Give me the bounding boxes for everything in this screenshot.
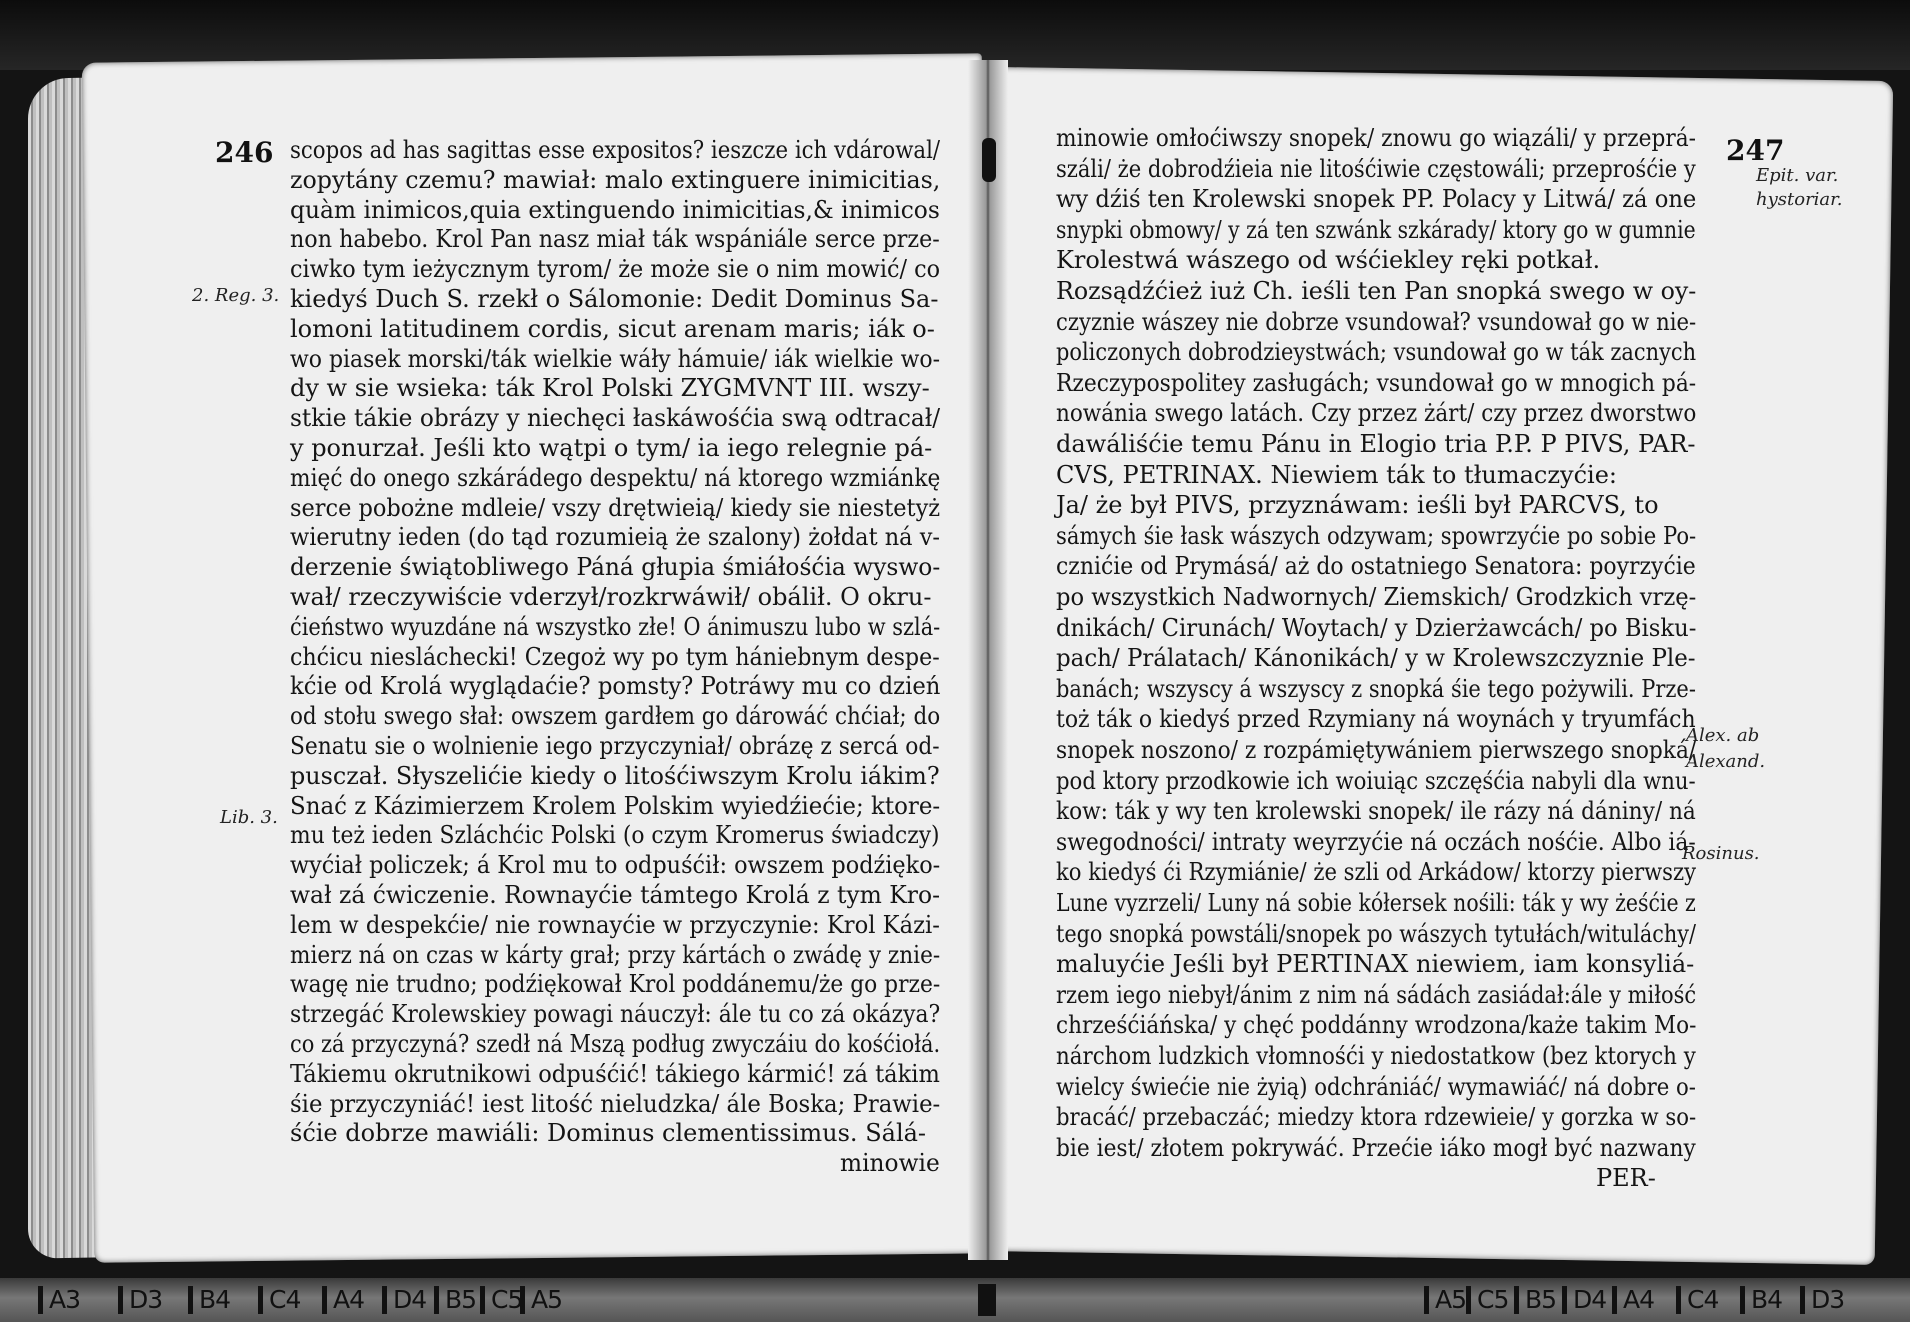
text-line: chćicu niesláchecki! Czegoż wy po tym hániebnym despe- (290, 642, 940, 671)
text-line: stkie tákie obrázy y niechęci łaskáwośćia swą odtracał/ (290, 404, 941, 433)
text-line: mierz ná on czas w kárty grał; przy kártách o zwádę y znie- (290, 940, 941, 969)
text-line: lem w despekćie/ nie rownayćie w przyczynie: Krol Kázi- (290, 910, 940, 939)
strip-label: A4 (1612, 1286, 1654, 1314)
text-line: Rozsądźćież iuż Ch. ieśli ten Pan snopká swego w oy- (1056, 277, 1697, 305)
text-line: non habebo. Krol Pan nasz miał ták wspániále serce prze- (290, 225, 940, 254)
text-line: quàm inimicos,quia extinguendo inimicitias,& inimicos (290, 195, 940, 224)
text-line: minowie omłoćiwszy snopek/ znowu go wiązáli/ y przeprá- (1056, 124, 1696, 152)
strip-label: B5 (1514, 1286, 1556, 1314)
text-line: derzenie świątobliwego Páná głupia śmiáłośćia wyswo- (290, 553, 941, 582)
strip-label: A3 (38, 1286, 80, 1314)
margin-note: hystoriar. (1756, 189, 1843, 210)
text-line: od stołu swego słał: owszem gardłem go dárowáć chćiał; do (290, 702, 941, 731)
text-line: chrześćiáńska/ y chęć poddánny wrodzona/każe takim Mo- (1056, 1011, 1697, 1040)
text-line: śćie dobrze mawiáli: Dominus clementissimus. Sálá- (290, 1119, 927, 1148)
strip-label: D3 (1800, 1286, 1844, 1314)
text-line: száli/ że dobrodźieia nie litośćiwie częstowáli; przeprośćie y (1056, 154, 1696, 183)
strip-label: C4 (1676, 1286, 1718, 1314)
text-line: bracáć/ przebaczáć; miedzy ktora rdzewieie/ y gorzka w so- (1056, 1103, 1697, 1132)
text-line: maluyćie Jeśli był PERTINAX niewiem, iam konsyliá- (1056, 950, 1695, 979)
text-line: wyćiał policzek; á Krol mu to odpuśćił: owszem podźięko- (290, 851, 941, 880)
strip-label: B4 (1740, 1286, 1782, 1314)
strip-label: A4 (322, 1286, 364, 1314)
text-line: nowánia swego latách. Czy przez żárt/ czy przez dworstwo (1056, 399, 1697, 428)
text-line: swegodności/ intraty weyrzyćie ná oczách nośćie. Albo iá- (1056, 827, 1696, 856)
text-line: wielcy świećie nie żyią) odchrániáć/ wymawiáć/ ná dobre o- (1056, 1072, 1696, 1101)
margin-note: Alexand. (1686, 751, 1766, 772)
strip-label: B4 (188, 1286, 230, 1314)
text-line: tego snopká powstáli/snopek po wászych tytułách/wituláchy/ (1056, 919, 1696, 948)
text-line: policzonych dobrodzieystwách; vsundował go w ták zacnych (1056, 338, 1697, 367)
text-line: lomoni latitudinem cordis, sicut arenam maris; iák o- (290, 314, 935, 343)
text-line: mięć do onego szkárádego despektu/ ná ktorego wzmiánkę (290, 463, 941, 492)
text-line: Rzeczypospolitey zasługách; vsundował go w mnogich pá- (1056, 368, 1697, 397)
text-line: ko kiedyś ći Rzymiánie/ że szli od Arkádow/ ktorzy pierwszy (1056, 858, 1697, 887)
text-line: śie przyczyniáć! iest litość nieludzka/ ále Boska; Prawie- (290, 1089, 941, 1118)
strip-label: D3 (118, 1286, 162, 1314)
text-line: kćie od Krolá wyglądaćie? pomsty? Potráwy mu co dzień (290, 672, 941, 701)
strip-label: D4 (1562, 1286, 1606, 1314)
text-line: strzegáć Krolewskiey powagi náuczył: ále tu co zá okázya? (290, 1000, 941, 1029)
text-line: PER- (1596, 1164, 1656, 1193)
strip-label: A5 (520, 1286, 562, 1314)
text-line: toż ták o kiedyś przed Rzymiany ná woynách y tryumfách (1056, 705, 1696, 734)
text-line: cznićie od Prymásá/ aż do ostatniego Senatora: poyrzyćie (1056, 552, 1696, 581)
margin-note: Epit. var. (1756, 165, 1839, 186)
text-line: wagę nie trudno; podźiękował Krol poddánemu/że go prze- (290, 970, 941, 999)
text-line: wo piasek morski/ták wielkie wáły hámuie/ iák wielkie wo- (290, 344, 941, 373)
text-line: CVS, PETRINAX. Niewiem ták to tłumaczyćie: (1056, 460, 1617, 489)
text-line: sámych śie łask wászych odzywam; spowrzyćie po sobie Po- (1056, 521, 1697, 550)
text-line: dawáliśćie temu Pánu in Elogio tria P.P. P PIVS, PAR- (1056, 430, 1696, 458)
text-line: y ponurzał. Jeśli kto wątpi o tym/ ia iego relegnie pá- (290, 434, 933, 462)
text-line: bie iest/ złotem pokrywáć. Przećie iáko mogł być nazwany (1056, 1133, 1696, 1162)
text-line: pach/ Prálatach/ Kánonikách/ y w Krolewszczyznie Ple- (1056, 644, 1696, 673)
text-line: pod ktory przodkowie ich woiuiąc szczęśćia nabyli dla wnu- (1056, 766, 1696, 795)
text-line: Ja/ że był PIVS, przyznáwam: ieśli był PARCVS, to (1056, 491, 1659, 520)
text-line: snopek noszono/ z rozpámiętywániem pierwszego snopká/ (1056, 736, 1697, 764)
strip-label: C5 (480, 1286, 522, 1314)
book-gutter (968, 60, 1008, 1260)
text-line: snypki obmowy/ y zá ten szwánk szkárady/ ktory go w gumnie (1056, 215, 1696, 244)
text-line: wał zá ćwiczenie. Rownayćie támtego Krolá z tym Kro- (290, 881, 941, 909)
text-line: wy dźiś ten Krolewski snopek PP. Polacy y Litwá/ zá one (1056, 185, 1697, 214)
text-line: Krolestwá wászego od wśćiekley ręki potkał. (1056, 246, 1601, 275)
margin-note: Lib. 3. (220, 807, 278, 828)
text-line: kiedyś Duch S. rzekł o Sálomonie: Dedit Dominus Sa- (290, 285, 939, 313)
text-line: Tákiemu okrutnikowi odpuśćić! tákiego kármić! zá tákim (290, 1059, 940, 1088)
text-line: po wszystkich Nadwornych/ Ziemskich/ Grodzkich vrzę- (1056, 583, 1697, 611)
strip-center-mark (978, 1284, 996, 1316)
text-line: mu też ieden Szláchćic Polski (o czym Kromerus świadczy) (290, 821, 940, 850)
right-page-number: 247 (1726, 134, 1785, 167)
text-line: kow: ták y wy ten krolewski snopek/ ile rázy ná dániny/ ná (1056, 797, 1696, 826)
margin-note: Rosinus. (1682, 843, 1760, 864)
text-line: ćieństwo wyuzdáne ná wszystko złe! O ánimuszu lubo w szlá- (290, 612, 941, 641)
strip-label: C4 (258, 1286, 300, 1314)
text-line: Senatu sie o wolnienie iego przyczyniał/ obrázę z sercá od- (290, 732, 940, 760)
text-line: Snać z Kázimierzem Krolem Polskim wyiedźiećie; ktore- (290, 791, 941, 820)
text-line: wierutny ieden (do tąd rozumieią że szalony) żołdat ná v- (290, 523, 940, 552)
strip-label: C5 (1466, 1286, 1508, 1314)
text-line: czyznie wászey nie dobrze vsundował? vsundował go w nie- (1056, 307, 1697, 336)
text-line: scopos ad has sagittas esse expositos? ieszcze ich vdárowal/ (290, 136, 941, 164)
left-page-number: 246 (215, 136, 274, 169)
text-line: nárchom ludzkich vłomnośći y niedostatkow (bez ktorych y (1056, 1042, 1696, 1070)
text-line: dy w sie wsieka: ták Krol Polski ZYGMVNT III. wszy- (290, 374, 930, 403)
strip-label: A5 (1424, 1286, 1466, 1314)
text-line: dnikách/ Cirunách/ Woytach/ y Dzierżawcách/ po Bisku- (1056, 613, 1697, 642)
text-line: rzem iego niebył/ánim z nim ná sádách zasiádał:ále y miłość (1056, 980, 1697, 1009)
text-line: co zá przyczyná? szedł ná Mszą podług zwyczáiu do kośćiołá. (290, 1030, 941, 1058)
text-line: minowie (840, 1149, 940, 1178)
strip-label: D4 (382, 1286, 426, 1314)
gutter-ornament (982, 138, 996, 182)
text-line: serce pobożne mdleie/ vszy drętwieią/ kiedy sie niestetyż (290, 493, 941, 522)
color-calibration-strip (0, 1278, 1910, 1322)
text-line: banách; wszyscy á wszyscy z snopká śie tego pożywili. Prze- (1056, 674, 1696, 703)
margin-note: Alex. ab (1686, 725, 1760, 746)
text-line: ciwko tym ieżycznym tyrom/ że może sie o nim mowić/ co (290, 255, 941, 284)
text-line: pusczał. Słyszelićie kiedy o litośćiwszym Krolu iákim? (290, 761, 940, 790)
text-line: Lune vyzrzeli/ Luny ná sobie kółersek nośili: ták y wy żeśćie z (1056, 889, 1696, 917)
text-line: zopytány czemu? mawiał: malo extinguere inimicitias, (290, 165, 941, 194)
margin-note: 2. Reg. 3. (192, 285, 280, 306)
strip-label: B5 (434, 1286, 476, 1314)
text-line: wał/ rzeczywiście vderzył/rozkrwáwił/ obálił. O okru- (290, 583, 932, 611)
